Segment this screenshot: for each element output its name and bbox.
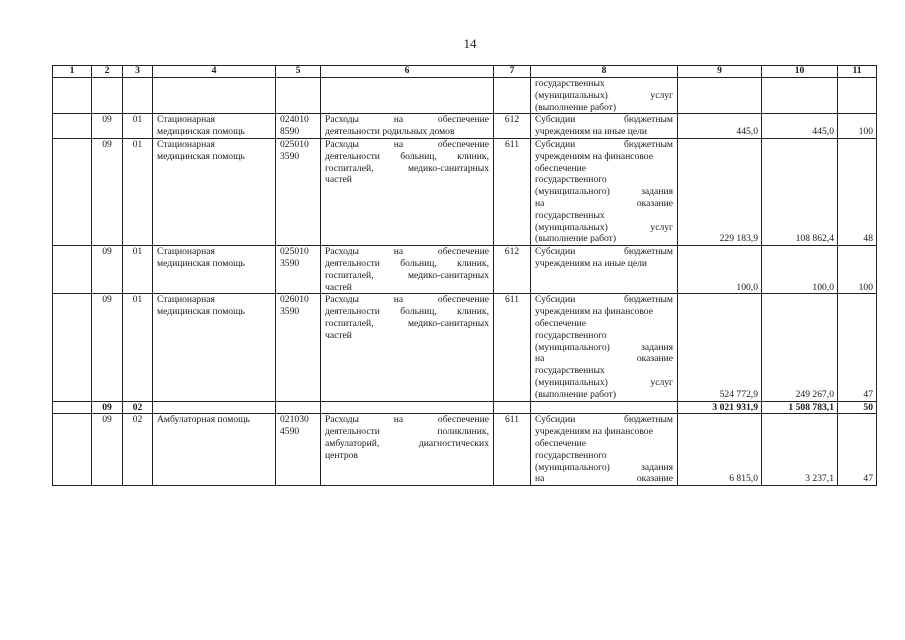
line: учреждениям на иные цели xyxy=(535,257,648,269)
cell-section: 09 xyxy=(92,246,123,294)
line: обеспечение xyxy=(535,317,587,329)
line: (муниципального) задания xyxy=(535,461,673,473)
cell-actual: 3 237,1 xyxy=(762,414,838,486)
cell-expense-type: 611 xyxy=(494,138,531,245)
line: Субсидии бюджетным xyxy=(535,114,673,126)
line: 021030 xyxy=(280,414,309,426)
header-cell: 3 xyxy=(123,66,153,78)
line: частей xyxy=(325,329,352,341)
line: частей xyxy=(325,174,352,186)
line: 025010 xyxy=(280,246,309,258)
line: государственного xyxy=(535,449,607,461)
header-cell: 2 xyxy=(92,66,123,78)
cell-percent: 100 xyxy=(838,114,877,139)
line: 025010 xyxy=(280,138,309,150)
cell-target-name xyxy=(321,414,494,486)
cell-section: 09 xyxy=(92,401,123,414)
cell-plan: 6 815,0 xyxy=(678,414,762,486)
line: обеспечение xyxy=(535,437,587,449)
cell-section: 09 xyxy=(92,114,123,139)
cell-actual: 100,0 xyxy=(762,246,838,294)
line: Стационарная xyxy=(157,138,215,150)
line: Стационарная xyxy=(157,294,215,306)
line: 3590 xyxy=(280,150,300,162)
header-cell: 10 xyxy=(762,66,838,78)
line: на оказание xyxy=(535,197,673,209)
table-row xyxy=(53,414,877,486)
line: (выполнение работ) xyxy=(535,388,617,400)
line: государственных xyxy=(535,78,605,89)
line: (муниципального) задания xyxy=(535,341,673,353)
cell-percent: 47 xyxy=(838,414,877,486)
line: государственных xyxy=(535,209,605,221)
cell-section: 09 xyxy=(92,414,123,486)
cell-description xyxy=(531,414,678,486)
cell-subsection: 01 xyxy=(123,114,153,139)
line: Расходы на обеспечение xyxy=(325,414,489,426)
line: (муниципального) задания xyxy=(535,186,673,198)
cell-target-code xyxy=(276,414,321,486)
line: 3590 xyxy=(280,306,300,318)
line: (выполнение работ) xyxy=(535,233,617,245)
cell-subsection-name xyxy=(153,294,276,401)
cell-target-code xyxy=(276,138,321,245)
header-cell: 9 xyxy=(678,66,762,78)
cell-percent: 50 xyxy=(838,401,877,414)
line: Расходы на обеспечение xyxy=(325,246,489,258)
cell-subsection: 01 xyxy=(123,138,153,245)
line: медицинская помощь xyxy=(157,150,245,162)
cell-subsection-name xyxy=(153,414,276,486)
line: учреждениям на финансовое xyxy=(535,426,653,438)
table-row xyxy=(53,114,877,139)
cell-description xyxy=(531,294,678,401)
cell-subsection-name xyxy=(153,138,276,245)
cell-expense-type: 611 xyxy=(494,294,531,401)
line: Стационарная xyxy=(157,114,215,126)
table-row xyxy=(53,294,877,401)
line: Расходы на обеспечение xyxy=(325,138,489,150)
line: 024010 xyxy=(280,114,309,126)
line: Расходы на обеспечение xyxy=(325,114,489,126)
line: деятельности родильных домов xyxy=(325,126,455,138)
line: учреждениям на финансовое xyxy=(535,150,653,162)
header-row xyxy=(53,66,877,78)
line: Расходы на обеспечение xyxy=(325,294,489,306)
cell-target-code xyxy=(276,114,321,139)
cell-description xyxy=(531,246,678,294)
cell-description xyxy=(531,138,678,245)
line: Субсидии бюджетным xyxy=(535,138,673,150)
header-cell: 5 xyxy=(276,66,321,78)
cell-percent: 100 xyxy=(838,246,877,294)
cell-actual: 1 508 783,1 xyxy=(762,401,838,414)
cell-plan: 524 772,9 xyxy=(678,294,762,401)
line: частей xyxy=(325,281,352,293)
line: (выполнение работ) xyxy=(535,101,617,113)
line: обеспечение xyxy=(535,162,587,174)
line: Субсидии бюджетным xyxy=(535,246,673,258)
table-row xyxy=(53,138,877,245)
line: госпиталей, медико-санитарных xyxy=(325,317,489,329)
header-cell: 1 xyxy=(53,66,92,78)
line: медицинская помощь xyxy=(157,126,245,138)
header-cell: 11 xyxy=(838,66,877,78)
cell-section: 09 xyxy=(92,138,123,245)
cell-expense-type: 611 xyxy=(494,414,531,486)
cell-subsection: 01 xyxy=(123,246,153,294)
cell-subsection: 02 xyxy=(123,401,153,414)
cell-subsection-name xyxy=(153,246,276,294)
line: 026010 xyxy=(280,294,309,306)
line: (муниципальных) услуг xyxy=(535,89,673,101)
cell-actual: 445,0 xyxy=(762,114,838,139)
cell-actual: 249 267,0 xyxy=(762,294,838,401)
cell-description xyxy=(531,78,678,114)
line: госпиталей, медико-санитарных xyxy=(325,269,489,281)
line: на оказание xyxy=(535,353,673,365)
cell-subsection: 02 xyxy=(123,414,153,486)
cell-description xyxy=(531,114,678,139)
cell-target-name xyxy=(321,138,494,245)
table-row xyxy=(53,246,877,294)
header-cell: 7 xyxy=(494,66,531,78)
line: амбулаторий, диагностических xyxy=(325,437,489,449)
cell-subsection: 01 xyxy=(123,294,153,401)
line: Субсидии бюджетным xyxy=(535,414,673,426)
line: Амбулаторная помощь xyxy=(157,414,250,426)
line: 3590 xyxy=(280,257,300,269)
line: государственного xyxy=(535,329,607,341)
line: учреждениям на финансовое xyxy=(535,306,653,318)
cell-expense-type: 612 xyxy=(494,246,531,294)
line: на оказание xyxy=(535,473,673,485)
cell-plan: 445,0 xyxy=(678,114,762,139)
line: (муниципальных) услуг xyxy=(535,376,673,388)
line: государственных xyxy=(535,365,605,377)
line: Стационарная xyxy=(157,246,215,258)
cell-section: 09 xyxy=(92,294,123,401)
table-row-continuation xyxy=(53,78,877,114)
line: 4590 xyxy=(280,426,300,438)
subtotal-row xyxy=(53,401,877,414)
cell-plan: 3 021 931,9 xyxy=(678,401,762,414)
line: деятельности больниц, клиник, xyxy=(325,150,489,162)
header-cell: 6 xyxy=(321,66,494,78)
header-cell: 4 xyxy=(153,66,276,78)
line: медицинская помощь xyxy=(157,306,245,318)
cell-percent: 47 xyxy=(838,294,877,401)
cell-target-code xyxy=(276,246,321,294)
cell-plan: 229 183,9 xyxy=(678,138,762,245)
cell-target-name xyxy=(321,294,494,401)
line: медицинская помощь xyxy=(157,257,245,269)
page-number: 14 xyxy=(463,36,477,51)
cell-plan: 100,0 xyxy=(678,246,762,294)
line: госпиталей, медико-санитарных xyxy=(325,162,489,174)
header-cell: 8 xyxy=(531,66,678,78)
line: центров xyxy=(325,449,358,461)
cell-percent: 48 xyxy=(838,138,877,245)
line: учреждениям на иные цели xyxy=(535,126,648,138)
line: деятельности больниц, клиник, xyxy=(325,306,489,318)
cell-subsection-name xyxy=(153,114,276,139)
line: деятельности больниц, клиник, xyxy=(325,257,489,269)
line: Субсидии бюджетным xyxy=(535,294,673,306)
line: деятельности поликлиник, xyxy=(325,426,489,438)
cell-target-name xyxy=(321,246,494,294)
cell-target-code xyxy=(276,294,321,401)
budget-table xyxy=(52,65,877,486)
cell-actual: 108 862,4 xyxy=(762,138,838,245)
line: 8590 xyxy=(280,126,300,138)
cell-target-name xyxy=(321,114,494,139)
line: государственного xyxy=(535,174,607,186)
line: (муниципальных) услуг xyxy=(535,221,673,233)
cell-expense-type: 612 xyxy=(494,114,531,139)
